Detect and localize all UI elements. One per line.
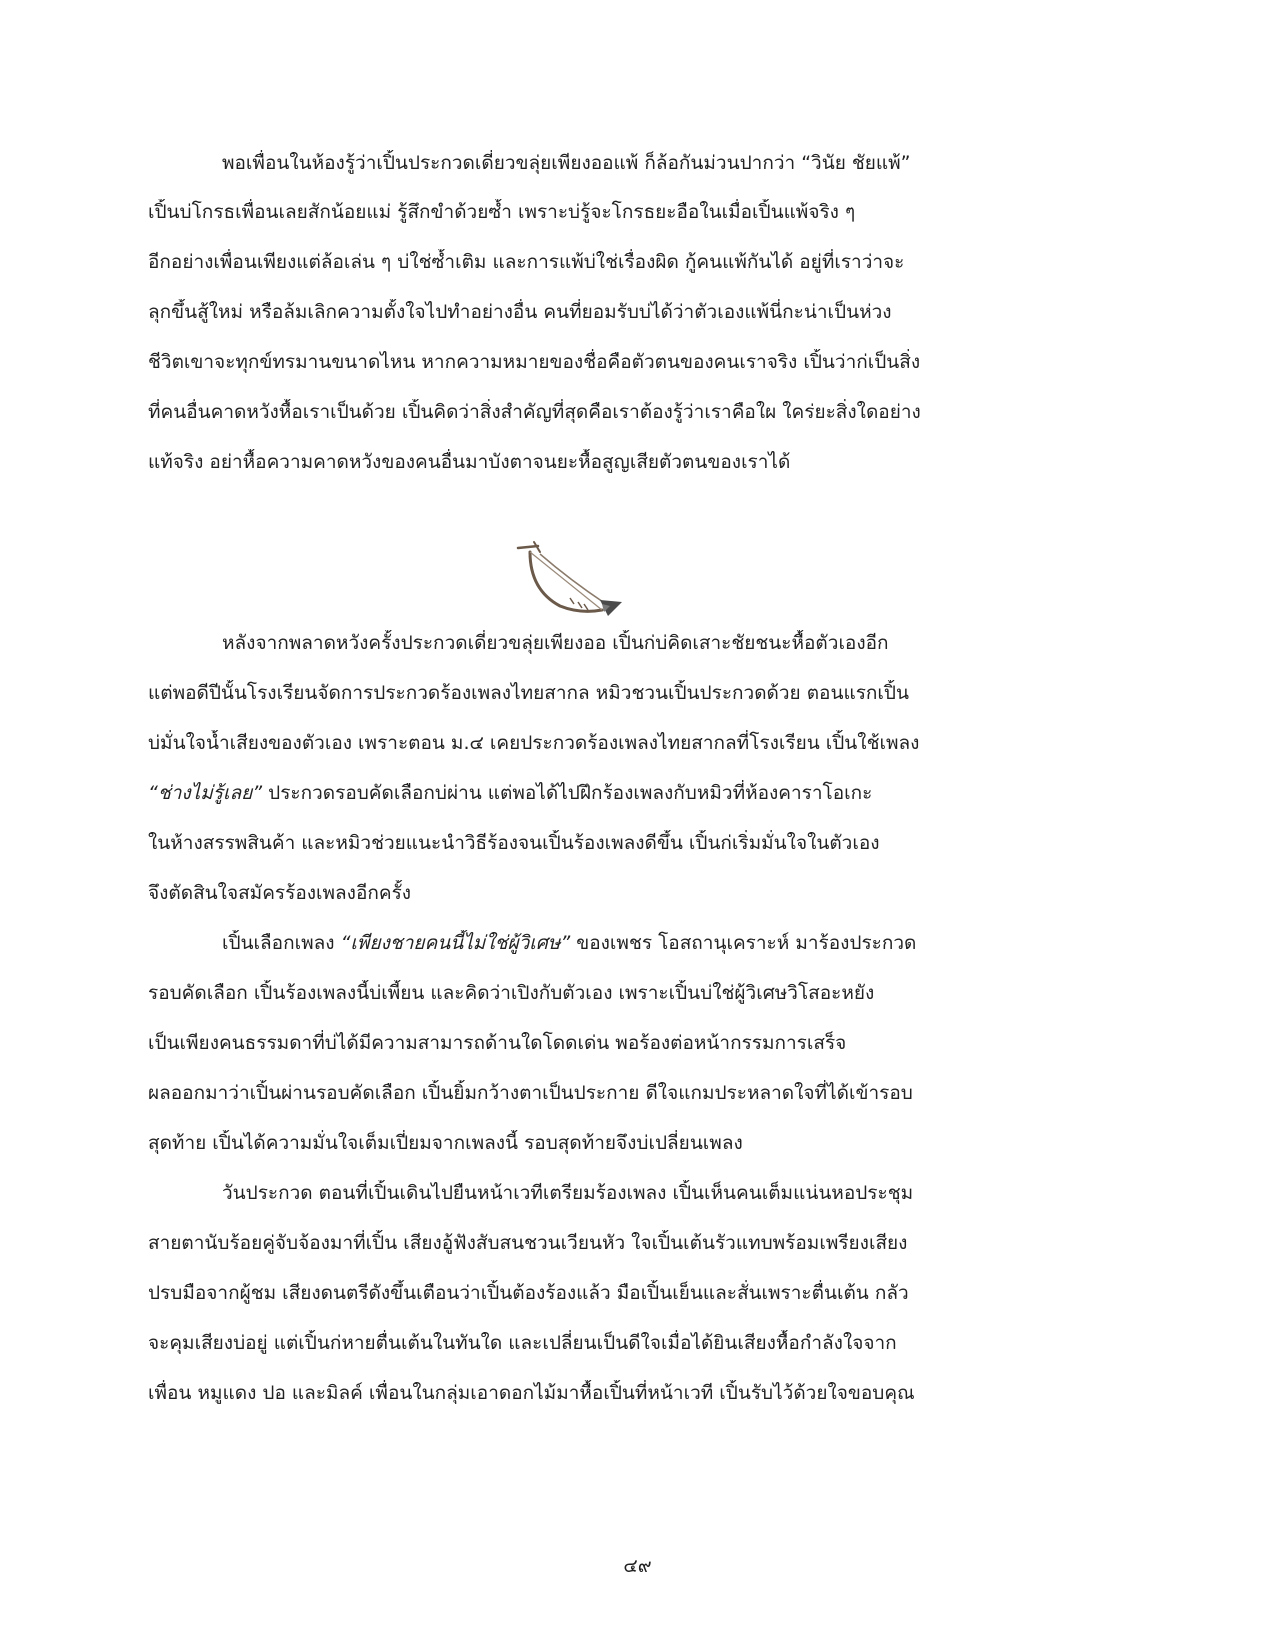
paragraph-2-line-1: หลังจากพลาดหวังครั้งประกวดเดี่ยวขลุ่ยเพียงออ เปิ้นก่บ่คิดเสาะชัยชนะหื้อตัวเองอีก <box>222 632 889 654</box>
paragraph-1-line-6: ที่คนอื่นคาดหวังหื้อเราเป็นด้วย เปิ้นคิดว่าสิ่งสำคัญที่สุดคือเราต้องรู้ว่าเราคือใผ ใคร่ยะสิ่งใดอย่าง <box>148 401 921 423</box>
paragraph-3-line-4: ผลออกมาว่าเปิ้นผ่านรอบคัดเลือก เปิ้นยิ้มกว้างตาเป็นประกาย ดีใจแกมประหลาดใจที่ได้เข้ารอบ <box>148 1082 913 1104</box>
bow-and-arrow-icon <box>510 540 650 630</box>
paragraph-1-line-3: อีกอย่างเพื่อนเพียงแต่ล้อเล่น ๆ บ่ใช่ซ้ำเติม และการแพ้บ่ใช่เรื่องผิด กู้คนแพ้กันได้ อยู่ที่เราว่าจะ <box>148 251 905 273</box>
paragraph-2-line-5: ในห้างสรรพสินค้า และหมิวช่วยแนะนำวิธีร้องจนเปิ้นร้องเพลงดีขึ้น เปิ้นก่เริ่มมั่นใจในตัวเอง <box>148 832 880 854</box>
paragraph-3-line-1 <box>222 930 1012 956</box>
paragraph-1-line-2: เปิ้นบ่โกรธเพื่อนเลยสักน้อยแม่ รู้สึกขำด้วยซ้ำ เพราะบ่รู้จะโกรธยะอือในเมื่อเปิ้นแพ้จริง ๆ <box>148 201 856 223</box>
paragraph-3-line-1-post: ของเพชร โอสถานุเคราะห์ มาร้องประกวด <box>570 932 917 954</box>
paragraph-1-line-7: แท้จริง อย่าหื้อความคาดหวังของคนอื่นมาบังตาจนยะหื้อสูญเสียตัวตนของเราได้ <box>148 451 791 473</box>
paragraph-3-line-5: สุดท้าย เปิ้นได้ความมั่นใจเต็มเปี่ยมจากเพลงนี้ รอบสุดท้ายจึงบ่เปลี่ยนเพลง <box>148 1132 743 1154</box>
paragraph-4-line-1: วันประกวด ตอนที่เปิ้นเดินไปยืนหน้าเวทีเตรียมร้องเพลง เปิ้นเห็นคนเต็มแน่นหอประชุม <box>222 1182 914 1204</box>
song-title-phiang-chai: “เพียงชายคนนี้ไม่ใช่ผู้วิเศษ” <box>340 932 571 954</box>
paragraph-3-line-2: รอบคัดเลือก เปิ้นร้องเพลงนี้บ่เพี้ยน และคิดว่าเปิงกับตัวเอง เพราะเปิ้นบ่ใช่ผู้วิเศษวิโสอะหยัง <box>148 982 875 1004</box>
paragraph-4-line-2: สายตานับร้อยคู่จับจ้องมาที่เปิ้น เสียงอู้ฟังสับสนชวนเวียนหัว ใจเปิ้นเต้นรัวแทบพร้อมเพรียงเสียง <box>148 1232 908 1254</box>
paragraph-2-line-6: จึงตัดสินใจสมัครร้องเพลงอีกครั้ง <box>148 882 412 904</box>
paragraph-4-line-3: ปรบมือจากผู้ชม เสียงดนตรีดังขึ้นเตือนว่าเปิ้นต้องร้องแล้ว มือเปิ้นเย็นและสั่นเพราะตื่นเต้น กลัว <box>148 1282 909 1304</box>
page-number: ๔๙ <box>623 1555 652 1577</box>
song-title-chang-mai-ru-loei: “ช่างไม่รู้เลย” <box>148 782 263 804</box>
paragraph-1-line-4: ลุกขึ้นสู้ใหม่ หรือล้มเลิกความตั้งใจไปทำอย่างอื่น คนที่ยอมรับบ่ได้ว่าตัวเองแพ้นี่กะน่าเป็นห่วง <box>148 301 892 323</box>
paragraph-1-line-5: ชีวิตเขาจะทุกข์ทรมานขนาดไหน หากความหมายของชื่อคือตัวตนของคนเราจริง เปิ้นว่าก่เป็นสิ่ง <box>148 351 921 373</box>
paragraph-2-line-4-text: ประกวดรอบคัดเลือกบ่ผ่าน แต่พอได้ไปฝึกร้องเพลงกับหมิวที่ห้องคาราโอเกะ <box>262 782 873 804</box>
paragraph-2-line-2: แต่พอดีปีนั้นโรงเรียนจัดการประกวดร้องเพลงไทยสากล หมิวชวนเปิ้นประกวดด้วย ตอนแรกเปิ้น <box>148 682 909 704</box>
paragraph-2-line-3: บ่มั่นใจน้ำเสียงของตัวเอง เพราะตอน ม.๔ เคยประกวดร้องเพลงไทยสากลที่โรงเรียน เปิ้นใช้เพลง <box>148 732 920 754</box>
paragraph-3-line-3: เป็นเพียงคนธรรมดาที่บ่ได้มีความสามารถด้านใดโดดเด่น พอร้องต่อหน้ากรรมการเสร็จ <box>148 1032 847 1054</box>
paragraph-3-line-1-pre: เปิ้นเลือกเพลง <box>222 932 341 954</box>
paragraph-4-line-5: เพื่อน หมูแดง ปอ และมิลค์ เพื่อนในกลุ่มเอาดอกไม้มาหื้อเปิ้นที่หน้าเวที เปิ้นรับไว้ด้วยใจขอบคุณ <box>148 1382 915 1404</box>
paragraph-2-line-4 <box>148 780 1008 806</box>
paragraph-4-line-4: จะคุมเสียงบ่อยู่ แต่เปิ้นก่หายตื่นเต้นในทันใด และเปลี่ยนเป็นดีใจเมื่อได้ยินเสียงหื้อกำลังใจจาก <box>148 1332 897 1354</box>
paragraph-1-line-1: พอเพื่อนในห้องรู้ว่าเปิ้นประกวดเดี่ยวขลุ่ยเพียงออแพ้ ก็ล้อกันม่วนปากว่า “วินัย ชัยแพ้” <box>222 152 911 174</box>
